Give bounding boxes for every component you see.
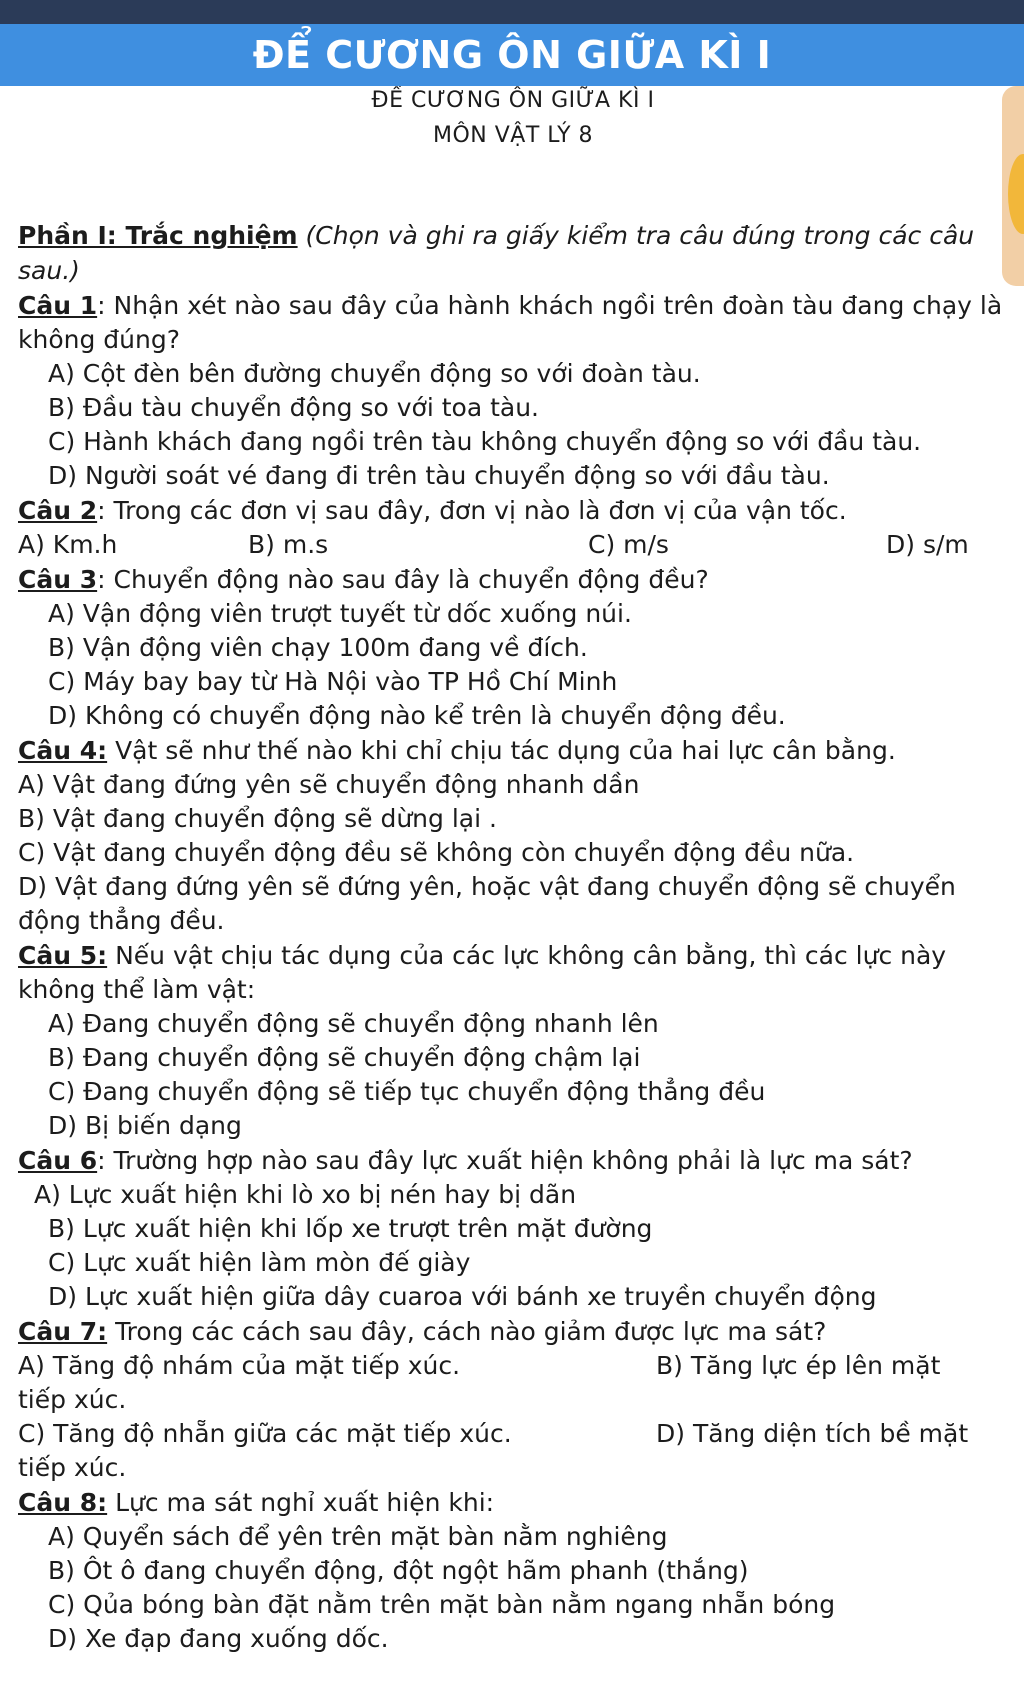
option-a: A) Vật đang đứng yên sẽ chuyển động nhanh dần [18, 770, 640, 799]
question-number: Câu 3 [18, 565, 98, 594]
option-d: D) Người soát vé đang đi trên tàu chuyển động so với đầu tàu. [48, 461, 830, 490]
question-6 [18, 1144, 1008, 1178]
option-c: C) m/s [588, 530, 669, 559]
option-c: C) Lực xuất hiện làm mòn đế giày [48, 1248, 471, 1277]
option-b: B) Lực xuất hiện khi lốp xe trượt trên mặt đường [48, 1214, 653, 1243]
option-d: D) s/m [886, 530, 969, 559]
section-heading [18, 218, 1008, 288]
option-b: B) Vật đang chuyển động sẽ dừng lại . [18, 804, 497, 833]
option-b-continued: tiếp xúc. [18, 1385, 127, 1414]
option-b: B) Ôt ô đang chuyển động, đột ngột hãm phanh (thắng) [48, 1556, 749, 1585]
option-c: C) Qủa bóng bàn đặt nằm trên mặt bàn nằm ngang nhẵn bóng [48, 1590, 836, 1619]
option-d: D) Vật đang đứng yên sẽ đứng yên, hoặc vật đang chuyển động sẽ chuyển động thẳng đều. [18, 872, 956, 935]
option-d: D) Xe đạp đang xuống dốc. [48, 1624, 389, 1653]
option-a: A) Đang chuyển động sẽ chuyển động nhanh lên [48, 1009, 659, 1038]
option-b: B) m.s [248, 530, 329, 559]
section-instruction: (Chọn và ghi ra giấy kiểm tra câu đúng trong các câu sau.) [18, 221, 975, 285]
options-row [18, 528, 1008, 562]
question-text: : Chuyển động nào sau đây là chuyển động đều? [97, 565, 709, 594]
question-number: Câu 6 [18, 1146, 98, 1175]
document-page [0, 86, 1024, 1703]
question-text: Lực ma sát nghỉ xuất hiện khi: [107, 1488, 495, 1517]
option-a: A) Quyển sách để yên trên mặt bàn nằm nghiêng [48, 1522, 668, 1551]
question-number: Câu 2 [18, 496, 98, 525]
question-text: Vật sẽ như thế nào khi chỉ chịu tác dụng của hai lực cân bằng. [107, 736, 896, 765]
question-4 [18, 734, 1008, 768]
question-number: Câu 8: [18, 1488, 108, 1517]
option-a: A) Lực xuất hiện khi lò xo bị nén hay bị dãn [34, 1180, 577, 1209]
option-d: D) Lực xuất hiện giữa dây cuaroa với bánh xe truyền chuyển động [48, 1282, 877, 1311]
option-a: A) Tăng độ nhám của mặt tiếp xúc. [18, 1351, 461, 1380]
option-a: A) Vận động viên trượt tuyết từ dốc xuống núi. [48, 599, 632, 628]
option-c: C) Máy bay bay từ Hà Nội vào TP Hồ Chí Minh [48, 667, 618, 696]
top-bar [0, 0, 1024, 24]
options-row [18, 1417, 1008, 1451]
option-c: C) Đang chuyển động sẽ tiếp tục chuyển động thẳng đều [48, 1077, 766, 1106]
option-d: D) Bị biến dạng [48, 1111, 242, 1140]
option-b: B) Vận động viên chạy 100m đang về đích. [48, 633, 588, 662]
question-7 [18, 1315, 1008, 1349]
option-c: C) Tăng độ nhẵn giữa các mặt tiếp xúc. [18, 1419, 512, 1448]
question-number: Câu 1 [18, 291, 98, 320]
question-number: Câu 7: [18, 1317, 108, 1346]
question-2 [18, 494, 1008, 528]
document-subject: MÔN VẬT LÝ 8 [432, 123, 594, 148]
document-body [18, 86, 1008, 1656]
question-3 [18, 563, 1008, 597]
question-text: : Trường hợp nào sau đây lực xuất hiện không phải là lực ma sát? [97, 1146, 913, 1175]
option-d: D) Tăng diện tích bề mặt [656, 1419, 969, 1448]
question-5 [18, 939, 1008, 1007]
option-b: B) Tăng lực ép lên mặt [656, 1351, 941, 1380]
question-text: : Nhận xét nào sau đây của hành khách ngồi trên đoàn tàu đang chạy là không đúng? [18, 291, 1003, 354]
option-a: A) Km.h [18, 530, 118, 559]
document-title: ĐỀ CƯƠNG ÔN GIỮA KÌ I [371, 88, 655, 113]
question-text: Trong các cách sau đây, cách nào giảm được lực ma sát? [107, 1317, 827, 1346]
question-number: Câu 5: [18, 941, 108, 970]
option-d: D) Không có chuyển động nào kể trên là chuyển động đều. [48, 701, 786, 730]
option-b: B) Đang chuyển động sẽ chuyển động chậm lại [48, 1043, 641, 1072]
option-c: C) Hành khách đang ngồi trên tàu không chuyển động so với đầu tàu. [48, 427, 922, 456]
option-c: C) Vật đang chuyển động đều sẽ không còn chuyển động đều nữa. [18, 838, 855, 867]
section-label: Phần I: Trắc nghiệm [18, 221, 298, 250]
banner-title: ĐỂ CƯƠNG ÔN GIỮA KÌ I [0, 24, 1024, 86]
question-1 [18, 289, 1008, 357]
question-8 [18, 1486, 1008, 1520]
option-d-continued: tiếp xúc. [18, 1453, 127, 1482]
option-a: A) Cột đèn bên đường chuyển động so với đoàn tàu. [48, 359, 701, 388]
options-row [18, 1349, 1008, 1383]
option-b: B) Đầu tàu chuyển động so với toa tàu. [48, 393, 540, 422]
question-number: Câu 4: [18, 736, 108, 765]
question-text: : Trong các đơn vị sau đây, đơn vị nào là đơn vị của vận tốc. [97, 496, 847, 525]
question-text: Nếu vật chịu tác dụng của các lực không cân bằng, thì các lực này không thể làm vật: [18, 941, 947, 1004]
